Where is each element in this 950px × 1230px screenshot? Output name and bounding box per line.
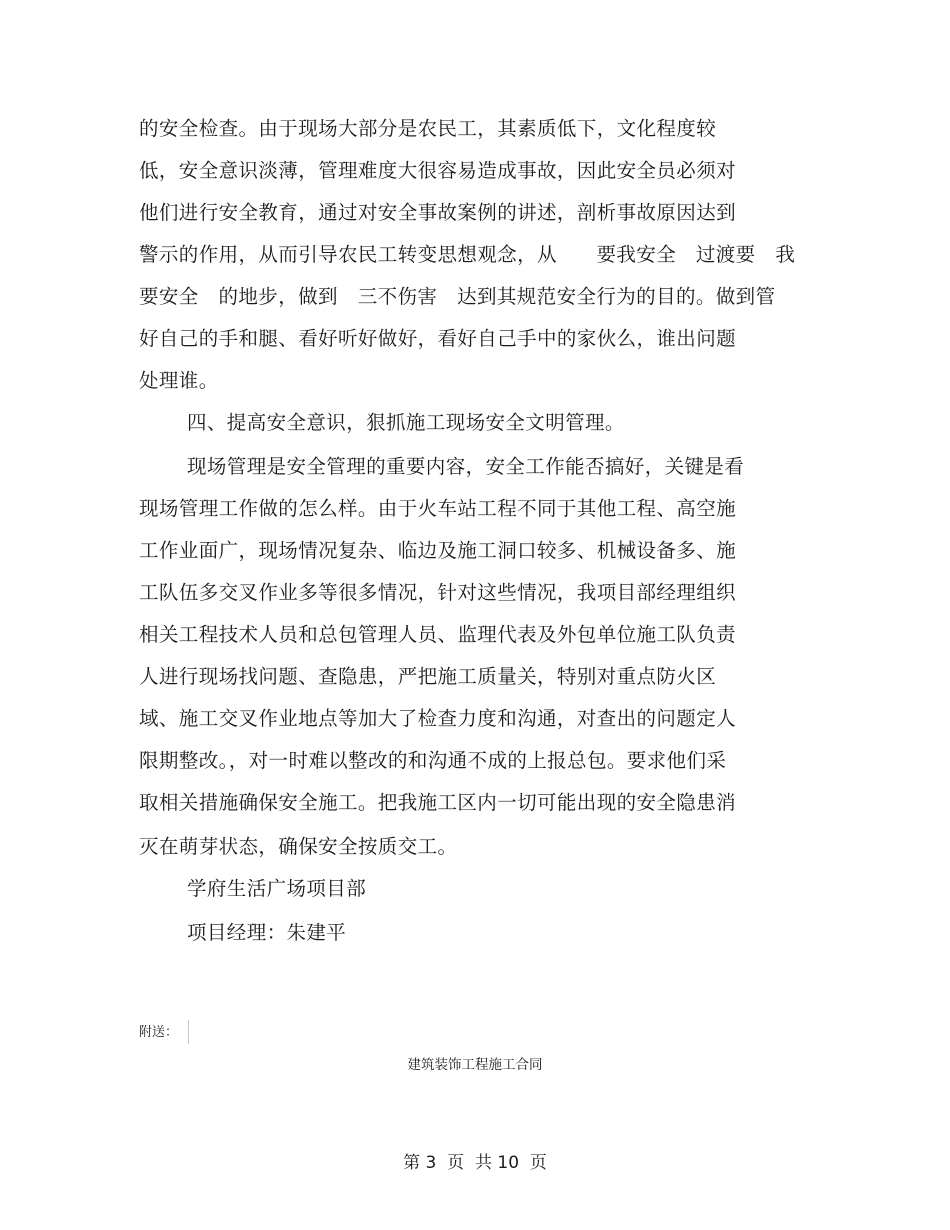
body-line: 处理谁。	[139, 369, 219, 392]
section-line: 灭在萌芽状态，确保安全按质交工。	[139, 835, 458, 858]
attachment-divider	[188, 1020, 189, 1044]
body-line: 好自己的手和腿、看好听好做好，看好自己手中的家伙么，谁出问题	[139, 327, 737, 350]
attachment-label: 附送：	[139, 1025, 179, 1040]
attachment-title: 建筑装饰工程施工合同	[407, 1057, 543, 1073]
section-line: 工作业面广，现场情况复杂、临边及施工洞口较多、机械设备多、施	[139, 539, 737, 562]
body-line: 他们进行安全教育，通过对安全事故案例的讲述，剖析事故原因达到	[139, 201, 737, 224]
section-line: 现场管理工作做的怎么样。由于火车站工程不同于其他工程、高空施	[139, 497, 737, 520]
section-line: 限期整改。，对一时难以整改的和沟通不成的上报总包。要求他们采	[139, 749, 727, 772]
signature-department: 学府生活广场项目部	[187, 877, 367, 900]
section-line: 人进行现场找问题、查隐患，严把施工质量关，特别对重点防火区	[139, 665, 717, 688]
body-line: 低，安全意识淡薄，管理难度大很容易造成事故，因此安全员必须对	[139, 159, 737, 182]
body-line: 的安全检查。由于现场大部分是农民工，其素质低下，文化程度较	[139, 117, 717, 140]
section-heading: 四、提高安全意识，狠抓施工现场安全文明管理。	[187, 411, 625, 434]
section-line: 现场管理是安全管理的重要内容，安全工作能否搞好，关键是看	[187, 455, 745, 478]
section-line: 相关工程技术人员和总包管理人员、监理代表及外包单位施工队负责	[139, 623, 737, 646]
body-line: 要安全 的地步，做到 三不伤害 达到其规范安全行为的目的。做到管	[139, 285, 776, 308]
section-line: 工队伍多交叉作业多等很多情况，针对这些情况，我项目部经理组织	[139, 581, 737, 604]
page-number-footer: 第 3 页 共 10 页	[403, 1153, 547, 1173]
body-line: 警示的作用，从而引导农民工转变思想观念，从 要我安全 过渡要 我	[139, 243, 796, 266]
signature-manager: 项目经理：朱建平	[187, 921, 347, 944]
section-line: 域、施工交叉作业地点等加大了检查力度和沟通，对查出的问题定人	[139, 707, 737, 730]
section-line: 取相关措施确保安全施工。把我施工区内一切可能出现的安全隐患消	[139, 791, 737, 814]
